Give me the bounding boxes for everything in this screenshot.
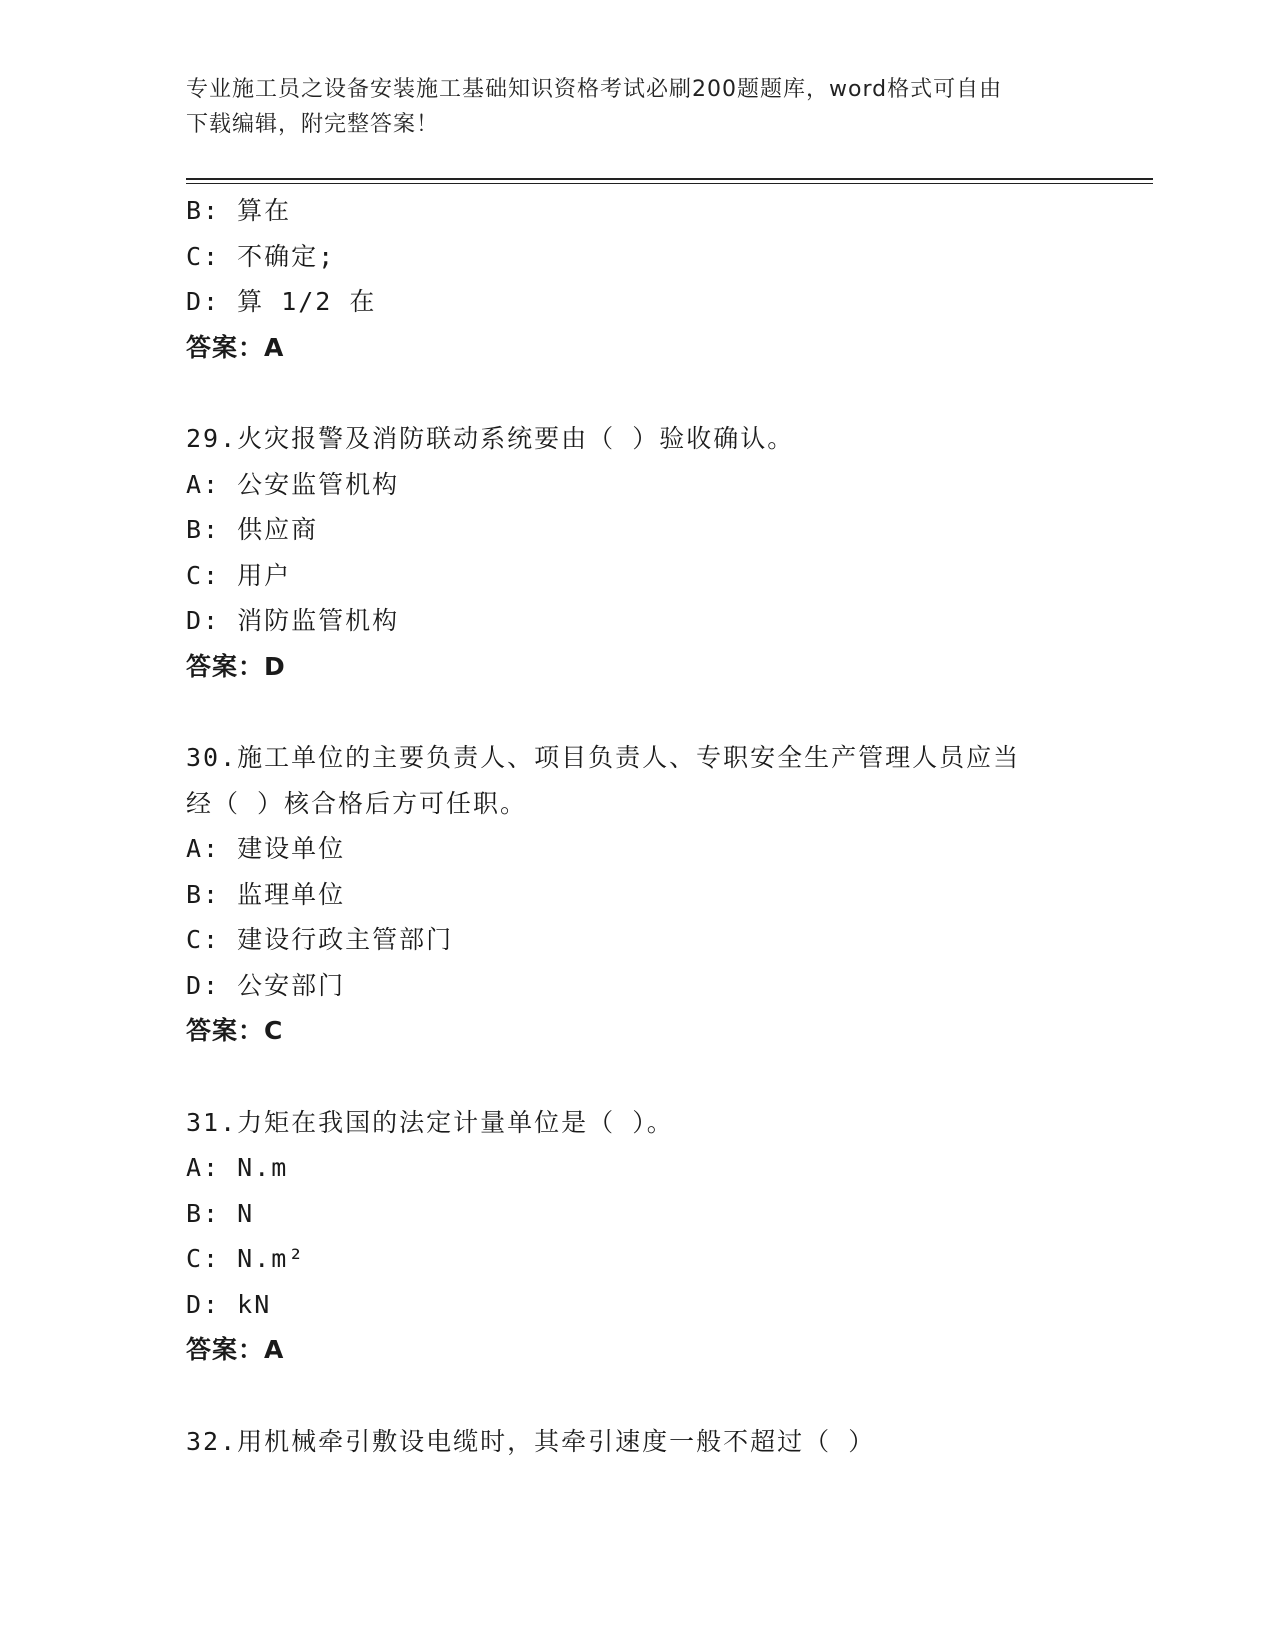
question-29	[186, 416, 1086, 689]
option-c: C: 用户	[186, 560, 292, 590]
option-a: A: N.m	[186, 1153, 289, 1182]
option-d: D: 消防监管机构	[186, 606, 400, 635]
document-header	[186, 72, 1086, 142]
answer-line: 答案：D	[186, 651, 286, 681]
header-divider-thick	[186, 178, 1153, 180]
option-a: A: 公安监管机构	[186, 469, 400, 499]
option-d: D: 算 1/2 在	[186, 287, 377, 316]
question-text: 32.用机械牵引敷设电缆时，其牵引速度一般不超过（ ）	[186, 1426, 876, 1456]
option-b: B: N	[186, 1198, 255, 1228]
option-a: A: 建设单位	[186, 834, 346, 863]
option-c: C: 建设行政主管部门	[186, 925, 454, 954]
question-28-continued	[186, 188, 1086, 370]
answer-line: 答案：A	[186, 332, 285, 362]
header-divider-thin	[186, 183, 1153, 184]
question-32	[186, 1419, 1086, 1465]
question-31	[186, 1100, 1086, 1373]
question-text-continued: 经（ ）核合格后方可任职。	[186, 788, 528, 818]
option-b: B: 供应商	[186, 515, 319, 544]
answer-line: 答案：A	[186, 1335, 285, 1364]
question-list	[186, 188, 1086, 1464]
question-text: 30.施工单位的主要负责人、项目负责人、专职安全生产管理人员应当	[186, 743, 1021, 772]
option-b: B: 算在	[186, 196, 292, 225]
option-d: D: kN	[186, 1289, 272, 1319]
question-text: 29.火灾报警及消防联动系统要由（ ）验收确认。	[186, 424, 795, 453]
header-line-2: 下载编辑，附完整答案！	[186, 112, 440, 137]
answer-line: 答案：C	[186, 1016, 284, 1045]
option-c: C: 不确定;	[186, 241, 336, 271]
option-c: C: N.m²	[186, 1244, 306, 1273]
question-text: 31.力矩在我国的法定计量单位是（ ）。	[186, 1107, 674, 1137]
option-b: B: 监理单位	[186, 879, 346, 909]
question-30	[186, 735, 1086, 1054]
option-d: D: 公安部门	[186, 970, 346, 1000]
header-line-1: 专业施工员之设备安装施工基础知识资格考试必刷200题题库，word格式可自由	[186, 77, 1003, 102]
